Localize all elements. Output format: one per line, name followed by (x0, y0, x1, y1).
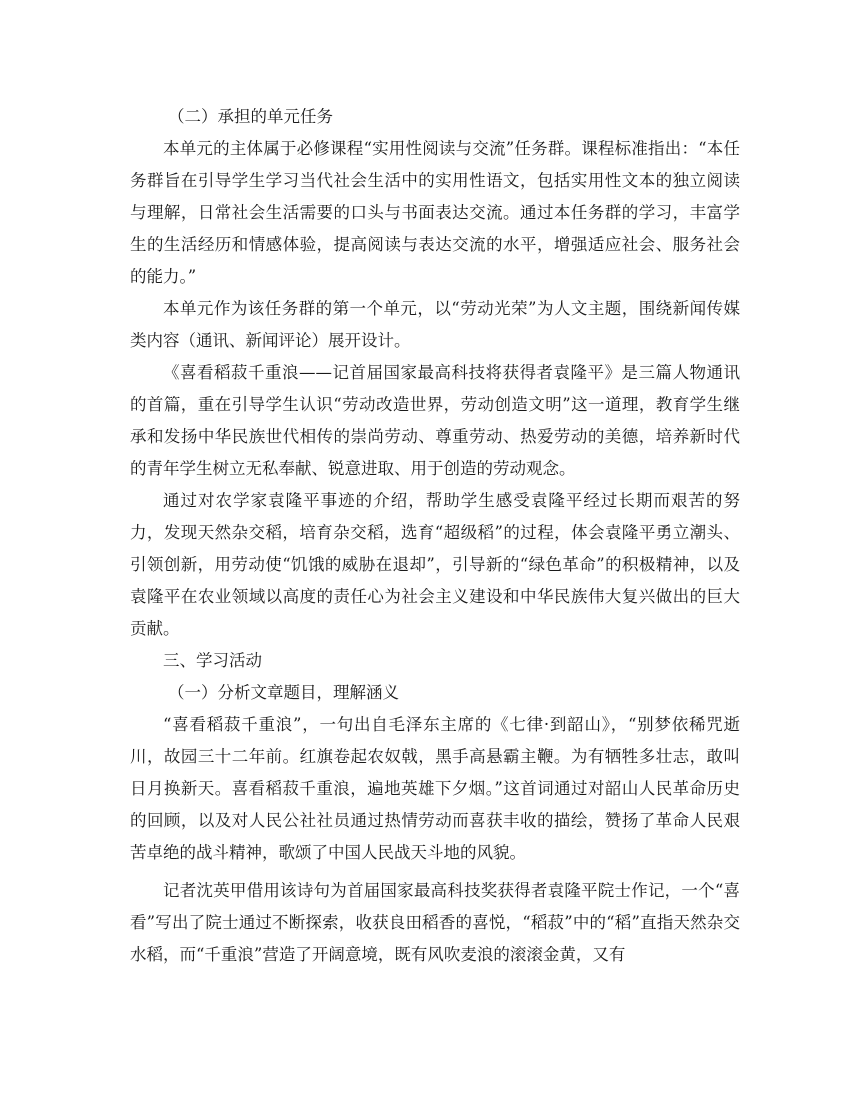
section-heading-analyze-title: （一）分析文章题目，理解涵义 (167, 683, 399, 702)
document-body (130, 101, 740, 971)
paragraph-task-group: 本单元的主体属于必修课程“实用性阅读与交流”任务群。课程标准指出：“本任务群旨在引导学生学习当代社会生活中的实用性语文，包括实用性文本的独立阅读与理解，日常社会生活需要的口头与书面表达交流。通过本任务群的学习，丰富学生的生活经历和情感体验，提高阅读与表达交流的水平，增强适应社会、服务社会的能力。” (130, 139, 740, 286)
paragraph-unit-theme: 本单元作为该任务群的第一个单元，以“劳动光荣”为人文主题，围绕新闻传媒类内容（通讯、新闻评论）展开设计。 (130, 299, 740, 350)
section-heading-learning-activities: 三、学习活动 (163, 651, 262, 670)
paragraph-yuan-longping: 通过对农学家袁隆平事迹的介绍，帮助学生感受袁隆平经过长期而艰苦的努力，发现天然杂交稻，培育杂交稻，选育“超级稻”的过程，体会袁隆平勇立潮头、引领创新，用劳动使“饥饿的威胁在退却”，引导新的“绿色革命”的积极精神，以及袁隆平在农业领域以高度的责任心为社会主义建设和中华民族伟大复兴做出的巨大贡献。 (130, 491, 740, 638)
paragraph-reporter: 记者沈英甲借用该诗句为首届国家最高科技奖获得者袁隆平院士作记，一个“喜看”写出了院士通过不断探索，收获良田稻香的喜悦，“稻菽”中的“稻”直指天然杂交水稻，而“千重浪”营造了开阔意境，既有风吹麦浪的滚滚金黄，又有 (130, 881, 740, 964)
paragraph-article-intro: 《喜看稻菽千重浪——记首届国家最高科技将获得者袁隆平》是三篇人物通讯的首篇，重在引导学生认识“劳动改造世界，劳动创造文明”这一道理，教育学生继承和发扬中华民族世代相传的崇尚劳动、尊重劳动、热爱劳动的美德，培养新时代的青年学生树立无私奉献、锐意进取、用于创造的劳动观念。 (130, 363, 740, 478)
paragraph-poem: “喜看稻菽千重浪”，一句出自毛泽东主席的《七律·到韶山》，“别梦依稀咒逝川，故园三十二年前。红旗卷起农奴戟，黑手高悬霸主鞭。为有牺牲多壮志，敢叫日月换新天。喜看稻菽千重浪，遍地英雄下夕烟。”这首词通过对韶山人民革命历史的回顾，以及对人民公社社员通过热情劳动而喜获丰收的描绘，赞扬了革命人民艰苦卓绝的战斗精神，歌颂了中国人民战天斗地的风貌。 (130, 715, 740, 862)
section-heading-unit-tasks: （二）承担的单元任务 (167, 107, 333, 126)
